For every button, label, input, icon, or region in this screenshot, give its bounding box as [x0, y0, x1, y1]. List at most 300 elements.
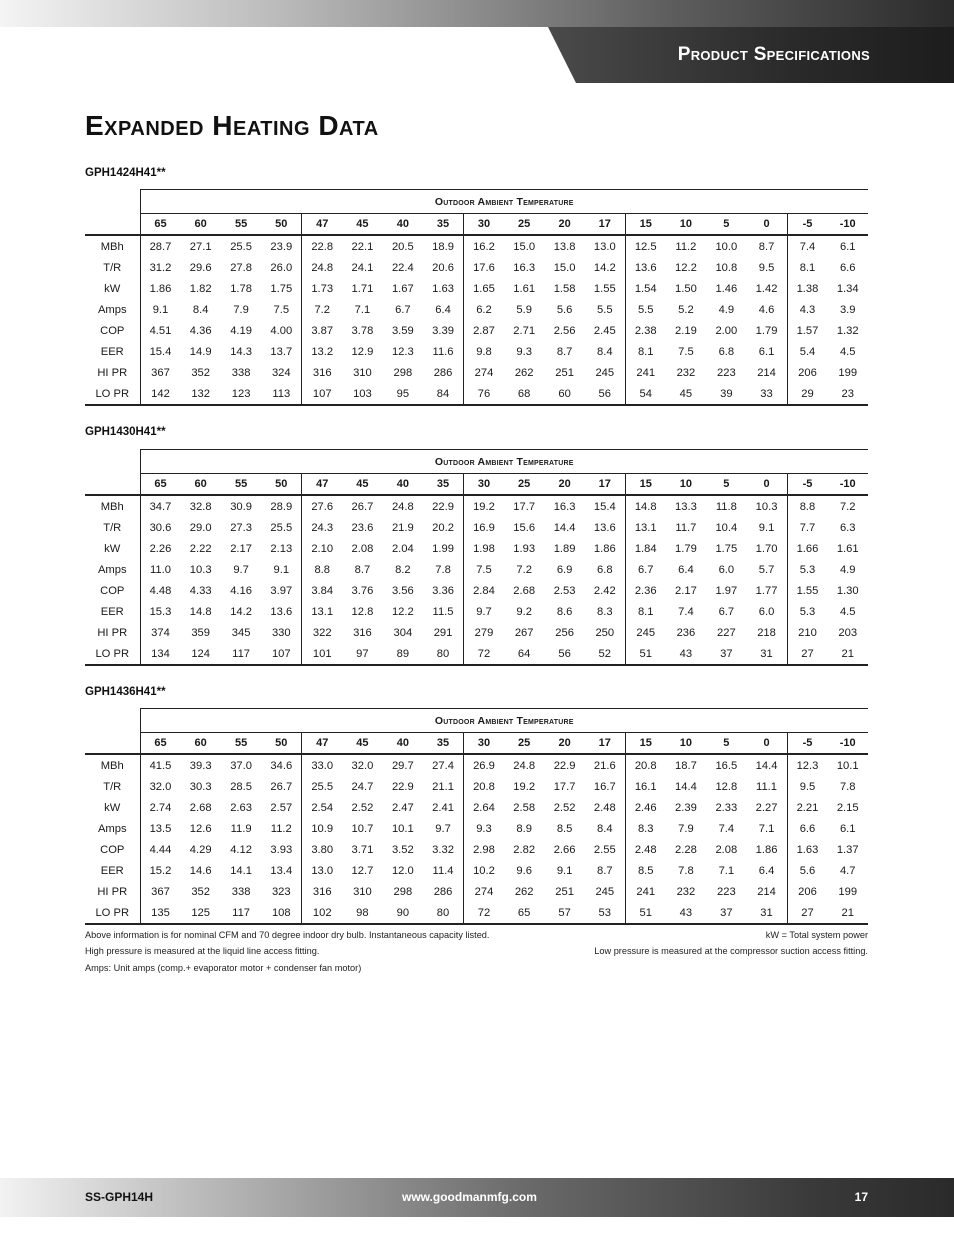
- table-cell: 134: [140, 643, 180, 665]
- table-cell: 1.67: [391, 282, 414, 295]
- table-cell: 3.39: [432, 324, 454, 337]
- temperature-header: 55: [221, 214, 261, 236]
- table-cell: 11.6: [432, 345, 454, 358]
- table-cell: 2.38: [625, 320, 665, 341]
- temperature-header: 15: [625, 214, 665, 236]
- table-cell: 1.32: [836, 324, 859, 337]
- table-cell: 19.2: [513, 780, 536, 793]
- table-cell: 15.4: [140, 341, 180, 362]
- table-cell: 9.3: [464, 818, 504, 839]
- table-cell: 8.7: [758, 240, 775, 253]
- table-cell: 1.77: [755, 584, 778, 597]
- table-cell: 245: [595, 885, 615, 898]
- table-cell: 13.6: [625, 257, 665, 278]
- table-cell: 27.1: [189, 240, 212, 253]
- table-row: [85, 538, 868, 559]
- table-cell: 16.1: [625, 776, 665, 797]
- table-cell: 1.82: [189, 282, 212, 295]
- table-cell: 28.5: [230, 780, 252, 793]
- table-cell: 7.9: [233, 303, 249, 316]
- top-decorative-band: [0, 0, 954, 27]
- temperature-header: 20: [544, 733, 584, 755]
- temperature-header: 10: [666, 214, 706, 236]
- row-label: LO PR: [85, 902, 140, 924]
- table-cell: 10.7: [351, 822, 374, 835]
- table-cell: 206: [787, 362, 827, 383]
- table-cell: 17.7: [513, 500, 536, 513]
- table-cell: 39: [706, 383, 746, 405]
- model-label: GPH1424H41**: [85, 167, 166, 179]
- temperature-header: 47: [302, 474, 342, 496]
- temperature-header: 65: [140, 474, 180, 496]
- table-cell: 5.5: [625, 299, 665, 320]
- table-cell: 4.12: [230, 843, 252, 856]
- table-cell: 41.5: [140, 754, 180, 776]
- row-label: Amps: [97, 822, 127, 835]
- table-cell: 45: [666, 383, 706, 405]
- table-cell: 1.50: [675, 282, 697, 295]
- table-cell: 2.39: [675, 801, 697, 814]
- table-cell: 51: [625, 902, 665, 924]
- table-cell: 7.8: [435, 563, 451, 576]
- table-cell: 6.4: [435, 303, 451, 316]
- table-cell: 3.87: [302, 320, 342, 341]
- temperature-header: 10: [666, 474, 706, 496]
- table-cell: 2.68: [189, 801, 212, 814]
- table-cell: 13.0: [302, 860, 342, 881]
- footer-page-number: 17: [854, 1190, 868, 1204]
- table-cell: 2.17: [230, 542, 252, 555]
- table-cell: 3.76: [351, 584, 374, 597]
- table-cell: 8.5: [625, 860, 665, 881]
- table-cell: 1.55: [593, 282, 616, 295]
- table-cell: 1.63: [432, 282, 454, 295]
- table-cell: 7.8: [678, 864, 694, 877]
- temperature-header: 30: [464, 474, 504, 496]
- table-cell: 15.0: [553, 261, 576, 274]
- footnote-high-pressure: High pressure is measured at the liquid line access fitting.: [85, 946, 320, 956]
- row-label: HI PR: [97, 626, 128, 639]
- table-cell: 24.8: [391, 500, 414, 513]
- table-cell: 4.48: [140, 580, 180, 601]
- table-cell: 2.56: [553, 324, 576, 337]
- table-cell: 3.36: [432, 584, 454, 597]
- temperature-header: 15: [625, 474, 665, 496]
- table-cell: 32.0: [351, 759, 374, 772]
- table-cell: 13.7: [270, 345, 293, 358]
- table-row: [85, 580, 868, 601]
- table-cell: 1.73: [302, 278, 342, 299]
- footnote-amps: Amps: Unit amps (comp.+ evaporator motor + condenser fan motor): [85, 963, 362, 973]
- table-cell: 1.98: [464, 538, 504, 559]
- temperature-header: -10: [827, 733, 868, 755]
- table-cell: 5.7: [758, 563, 775, 576]
- temperature-header: 60: [180, 214, 220, 236]
- temperature-header: 45: [342, 474, 382, 496]
- table-cell: 12.3: [391, 345, 414, 358]
- table-cell: 2.57: [270, 801, 293, 814]
- table-cell: 8.8: [302, 559, 342, 580]
- footnote-nominal: Above information is for nominal CFM and 70 degree indoor dry bulb. Instantaneous capacity listed.: [85, 930, 490, 940]
- table-cell: 6.4: [758, 864, 775, 877]
- table-cell: 8.8: [787, 495, 827, 517]
- temperature-header: 60: [180, 733, 220, 755]
- table-cell: 9.3: [516, 345, 532, 358]
- table-cell: 21.6: [593, 759, 616, 772]
- table-cell: 4.3: [787, 299, 827, 320]
- table-cell: 304: [393, 626, 413, 639]
- table-cell: 274: [464, 881, 504, 902]
- table-cell: 31.2: [140, 257, 180, 278]
- table-cell: 7.5: [464, 559, 504, 580]
- table-cell: 7.1: [758, 822, 775, 835]
- table-cell: 1.75: [715, 542, 738, 555]
- table-cell: 68: [504, 383, 544, 405]
- table-cell: 13.6: [593, 521, 616, 534]
- table-cell: 6.1: [839, 822, 856, 835]
- table-cell: 22.9: [553, 759, 576, 772]
- table-cell: 31: [747, 902, 787, 924]
- table-row: [85, 383, 868, 405]
- table-cell: 90: [383, 902, 423, 924]
- table-cell: 2.08: [715, 843, 738, 856]
- table-cell: 1.75: [270, 282, 293, 295]
- table-cell: 206: [787, 881, 827, 902]
- table-cell: 2.52: [553, 801, 576, 814]
- table-cell: 117: [221, 902, 261, 924]
- table-cell: 34.7: [140, 495, 180, 517]
- table-cell: 11.9: [230, 822, 252, 835]
- table-cell: 7.9: [678, 822, 694, 835]
- table-cell: 1.89: [553, 542, 576, 555]
- table-cell: 322: [302, 622, 342, 643]
- table-cell: 6.1: [839, 240, 856, 253]
- table-cell: 12.8: [351, 605, 374, 618]
- table-cell: 7.2: [302, 299, 342, 320]
- table-cell: 316: [353, 626, 372, 639]
- table-cell: 345: [231, 626, 251, 639]
- table-cell: 214: [757, 366, 776, 379]
- table-cell: 32.8: [189, 500, 212, 513]
- corner-cell: [85, 190, 140, 214]
- table-cell: 251: [555, 885, 574, 898]
- table-cell: 10.8: [715, 261, 738, 274]
- table-cell: 218: [757, 626, 776, 639]
- table-cell: 4.16: [230, 584, 252, 597]
- temperature-header: -10: [827, 474, 868, 496]
- table-cell: 3.84: [302, 580, 342, 601]
- table-cell: 23.9: [270, 240, 293, 253]
- table-cell: 13.2: [302, 341, 342, 362]
- table-cell: 3.56: [391, 584, 414, 597]
- table-cell: 6.7: [625, 559, 665, 580]
- table-cell: 15.4: [593, 500, 616, 513]
- header-row-temperatures: [85, 474, 868, 496]
- table-cell: 256: [555, 626, 574, 639]
- table-cell: 3.52: [391, 843, 414, 856]
- table-cell: 4.6: [758, 303, 775, 316]
- table-cell: 2.45: [593, 324, 616, 337]
- table-cell: 1.70: [755, 542, 778, 555]
- table-cell: 1.38: [787, 278, 827, 299]
- table-cell: 262: [514, 366, 534, 379]
- table-cell: 14.2: [593, 261, 616, 274]
- table-cell: 24.8: [302, 257, 342, 278]
- table-cell: 9.6: [516, 864, 532, 877]
- table-cell: 1.34: [836, 282, 859, 295]
- footnote-low-pressure: Low pressure is measured at the compressor suction access fitting.: [594, 946, 868, 956]
- table-cell: 11.1: [756, 780, 777, 793]
- table-cell: 279: [464, 622, 504, 643]
- table-cell: 9.1: [556, 864, 573, 877]
- table-cell: 107: [302, 383, 342, 405]
- table-cell: 89: [383, 643, 423, 665]
- table-cell: 8.7: [556, 345, 573, 358]
- table-row: [85, 818, 868, 839]
- temperature-header: 5: [706, 214, 746, 236]
- row-label: COP: [100, 843, 125, 856]
- table-cell: 142: [140, 383, 180, 405]
- table-cell: 9.5: [758, 261, 775, 274]
- table-cell: 7.2: [516, 563, 532, 576]
- table-cell: 15.3: [140, 601, 180, 622]
- table-cell: 4.44: [140, 839, 180, 860]
- temperature-header: 50: [261, 733, 301, 755]
- temperature-header: 50: [261, 474, 301, 496]
- temperature-header: -10: [827, 214, 868, 236]
- table-cell: 1.54: [625, 278, 665, 299]
- table-cell: 21.1: [432, 780, 454, 793]
- table-cell: 12.0: [391, 864, 414, 877]
- table-cell: 2.04: [391, 542, 414, 555]
- table-cell: 103: [342, 383, 382, 405]
- table-cell: 2.64: [464, 797, 504, 818]
- table-cell: 4.19: [230, 324, 252, 337]
- table-cell: 251: [555, 366, 574, 379]
- table-cell: 8.9: [516, 822, 532, 835]
- table-cell: 5.5: [597, 303, 613, 316]
- table-cell: 27: [787, 643, 827, 665]
- table-row: [85, 754, 868, 776]
- section-title: Product Specifications: [677, 44, 870, 65]
- table-cell: 9.2: [516, 605, 532, 618]
- table-row: [85, 495, 868, 517]
- table-cell: 3.71: [351, 843, 374, 856]
- table-cell: 8.7: [354, 563, 371, 576]
- table-cell: 9.1: [140, 299, 180, 320]
- temperature-header: 35: [423, 474, 463, 496]
- table-cell: 14.6: [189, 864, 212, 877]
- table-cell: 10.4: [715, 521, 738, 534]
- table-cell: 3.78: [351, 324, 374, 337]
- table-cell: 8.4: [597, 345, 613, 358]
- table-cell: 97: [342, 643, 382, 665]
- table-cell: 123: [221, 383, 261, 405]
- table-cell: 4.33: [189, 584, 212, 597]
- temperature-header: 0: [747, 474, 787, 496]
- table-cell: 8.3: [625, 818, 665, 839]
- table-cell: 10.1: [836, 759, 859, 772]
- table-cell: 1.99: [432, 542, 454, 555]
- table-cell: 30.6: [140, 517, 180, 538]
- table-cell: 10.3: [755, 500, 778, 513]
- table-cell: 80: [423, 643, 463, 665]
- heating-data-table: [85, 449, 868, 666]
- table-cell: 2.68: [513, 584, 536, 597]
- table-cell: 245: [625, 622, 665, 643]
- table-cell: 9.8: [464, 341, 504, 362]
- table-cell: 5.9: [516, 303, 532, 316]
- table-cell: 16.5: [715, 759, 738, 772]
- table-cell: 12.2: [675, 261, 697, 274]
- table-cell: 13.1: [302, 601, 342, 622]
- table-cell: 323: [271, 885, 291, 898]
- table-cell: 12.3: [787, 754, 827, 776]
- table-cell: 9.7: [233, 563, 249, 576]
- page-title: Expanded Heating Data: [85, 110, 379, 141]
- footer-url: www.goodmanmfg.com: [402, 1190, 537, 1204]
- temperature-header: 55: [221, 733, 261, 755]
- temperature-header: 40: [383, 474, 423, 496]
- corner-cell: [85, 733, 140, 755]
- table-cell: 330: [271, 626, 291, 639]
- table-cell: 2.33: [715, 801, 738, 814]
- model-label: GPH1436H41**: [85, 686, 166, 698]
- table-cell: 298: [393, 366, 413, 379]
- temperature-header: 65: [140, 214, 180, 236]
- table-cell: 13.8: [553, 240, 576, 253]
- table-cell: 14.3: [230, 345, 252, 358]
- table-row: [85, 643, 868, 665]
- table-cell: 12.6: [189, 822, 212, 835]
- table-cell: 14.8: [625, 495, 665, 517]
- table-cell: 199: [838, 366, 858, 379]
- row-label: Amps: [97, 303, 127, 316]
- table-cell: 2.47: [391, 801, 414, 814]
- table-cell: 3.9: [839, 303, 856, 316]
- table-cell: 16.3: [553, 500, 576, 513]
- table-cell: 20.8: [625, 754, 665, 776]
- table-row: [85, 776, 868, 797]
- table-cell: 1.61: [836, 542, 859, 555]
- table-cell: 6.0: [758, 605, 775, 618]
- table-cell: 6.9: [556, 563, 573, 576]
- table-cell: 2.21: [787, 797, 827, 818]
- temperature-header: 10: [666, 733, 706, 755]
- temperature-header: 20: [544, 214, 584, 236]
- table-row: [85, 362, 868, 383]
- table-cell: 20.6: [432, 261, 454, 274]
- temperature-header: 45: [342, 733, 382, 755]
- table-cell: 11.4: [432, 864, 454, 877]
- table-cell: 20.5: [391, 240, 414, 253]
- table-cell: 6.4: [678, 563, 694, 576]
- table-cell: 28.7: [140, 235, 180, 257]
- table-cell: 13.0: [593, 240, 616, 253]
- table-cell: 29.0: [189, 521, 212, 534]
- table-cell: 2.84: [464, 580, 504, 601]
- table-cell: 10.1: [391, 822, 414, 835]
- table-cell: 31: [747, 643, 787, 665]
- temperature-header: 0: [747, 214, 787, 236]
- table-cell: 10.0: [715, 240, 738, 253]
- table-cell: 352: [191, 885, 210, 898]
- table-row: [85, 797, 868, 818]
- table-cell: 11.5: [432, 605, 454, 618]
- table-cell: 6.2: [464, 299, 504, 320]
- table-row: [85, 622, 868, 643]
- table-cell: 298: [393, 885, 413, 898]
- table-row: [85, 601, 868, 622]
- table-cell: 51: [625, 643, 665, 665]
- table-cell: 6.1: [758, 345, 775, 358]
- table-cell: 19.2: [464, 495, 504, 517]
- table-cell: 9.1: [758, 521, 775, 534]
- temperature-header: -5: [787, 474, 827, 496]
- corner-cell: [85, 709, 140, 733]
- table-cell: 12.8: [715, 780, 738, 793]
- table-cell: 1.84: [625, 538, 665, 559]
- header-row-group: [85, 450, 868, 474]
- table-cell: 15.2: [140, 860, 180, 881]
- table-cell: 6.7: [718, 605, 735, 618]
- table-cell: 10.9: [302, 818, 342, 839]
- table-cell: 3.32: [432, 843, 454, 856]
- table-cell: 14.4: [755, 759, 778, 772]
- table-cell: 4.5: [839, 605, 856, 618]
- table-cell: 37: [706, 643, 746, 665]
- table-cell: 1.66: [787, 538, 827, 559]
- table-cell: 6.0: [718, 563, 735, 576]
- table-cell: 286: [433, 885, 453, 898]
- table-cell: 54: [625, 383, 665, 405]
- table-cell: 223: [717, 366, 736, 379]
- table-cell: 11.8: [715, 500, 737, 513]
- table-cell: 2.28: [675, 843, 697, 856]
- row-label: EER: [100, 345, 124, 358]
- temperature-header: 25: [504, 214, 544, 236]
- corner-cell: [85, 214, 140, 236]
- temperature-header: 55: [221, 474, 261, 496]
- table-cell: 25.5: [230, 240, 252, 253]
- table-cell: 1.46: [715, 282, 738, 295]
- temperature-header: 47: [302, 214, 342, 236]
- row-label: MBh: [100, 500, 124, 513]
- table-cell: 2.08: [351, 542, 374, 555]
- table-cell: 2.74: [140, 797, 180, 818]
- table-cell: 7.4: [718, 822, 735, 835]
- table-cell: 316: [302, 362, 342, 383]
- table-cell: 1.78: [230, 282, 252, 295]
- table-cell: 4.9: [839, 563, 856, 576]
- table-cell: 76: [464, 383, 504, 405]
- table-cell: 43: [666, 643, 706, 665]
- table-cell: 199: [838, 885, 858, 898]
- table-cell: 80: [423, 902, 463, 924]
- table-cell: 29.7: [391, 759, 414, 772]
- table-cell: 18.9: [432, 240, 454, 253]
- table-cell: 13.3: [675, 500, 697, 513]
- table-cell: 12.9: [351, 345, 374, 358]
- table-cell: 23: [827, 383, 868, 405]
- table-cell: 17.6: [464, 257, 504, 278]
- table-cell: 21: [827, 643, 868, 665]
- row-label: kW: [104, 282, 121, 295]
- table-cell: 7.4: [678, 605, 694, 618]
- temperature-header: 65: [140, 733, 180, 755]
- table-cell: 338: [231, 885, 251, 898]
- table-cell: 2.66: [553, 843, 576, 856]
